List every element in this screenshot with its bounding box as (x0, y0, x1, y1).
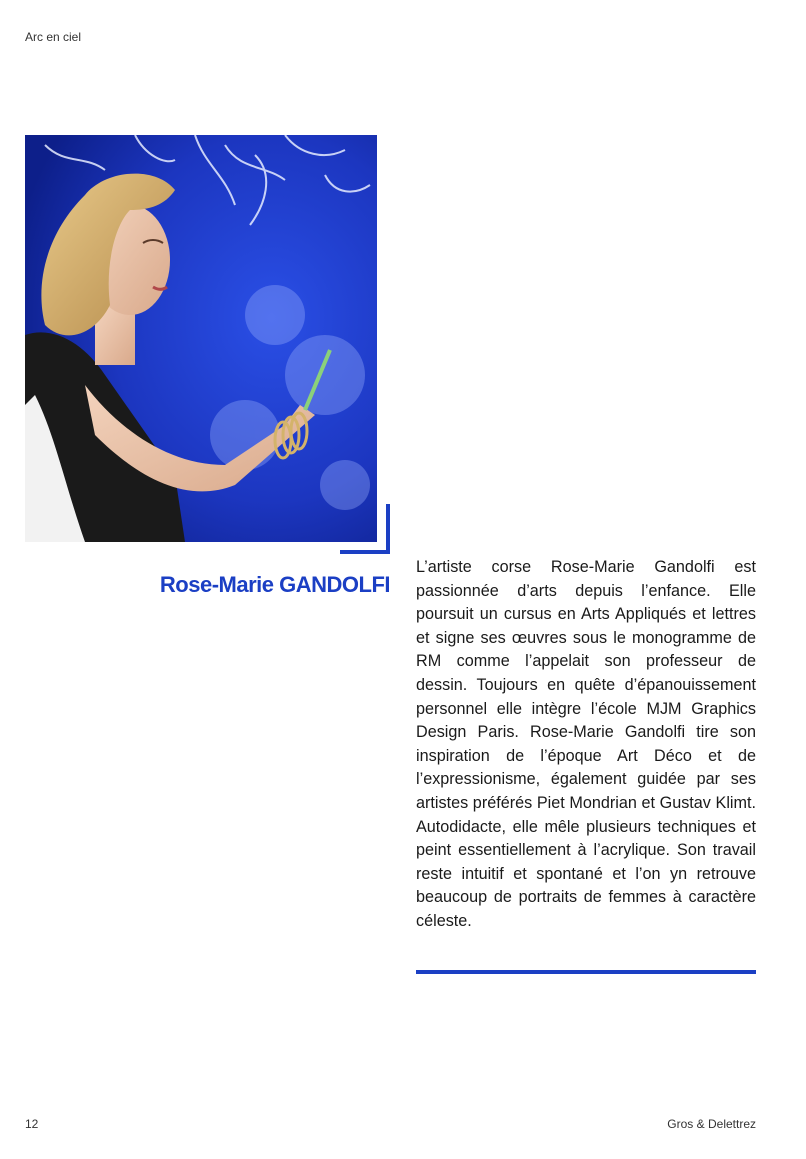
artist-biography: L’artiste corse Rose-Marie Gandolfi est passionnée d’arts depuis l’enfance. Elle poursuit un cursus en Arts Appliqués et lettres et signe ses œuvres sous le monogramme de RM comme l’appelait son professeur de dessin. Toujours en quête d’épanouissement personnel elle intègre l’école MJM Graphics Design Paris. Rose-Marie Gandolfi tire son inspiration de l’époque Art Déco et de l’expressionisme, également guidée par ses artistes préférés Piet Mondrian et Gustav Klimt. Autodidacte, elle mêle plusieurs techniques et peint essentiellement à l’acrylique. Son travail reste intuitif et spontané et l’on yn retrouve beaucoup de portraits de femmes à caractère céleste. (416, 558, 756, 930)
biography-underline-rule (416, 970, 756, 974)
artist-photo (25, 135, 377, 542)
photo-corner-accent-vertical (386, 504, 390, 554)
running-header: Arc en ciel (25, 30, 82, 44)
artist-name-heading: Rose-Marie GANDOLFI (159, 572, 390, 597)
publisher-name: Gros & Delettrez (667, 1117, 756, 1131)
page-number: 12 (25, 1117, 39, 1131)
photo-corner-accent-horizontal (340, 550, 390, 554)
